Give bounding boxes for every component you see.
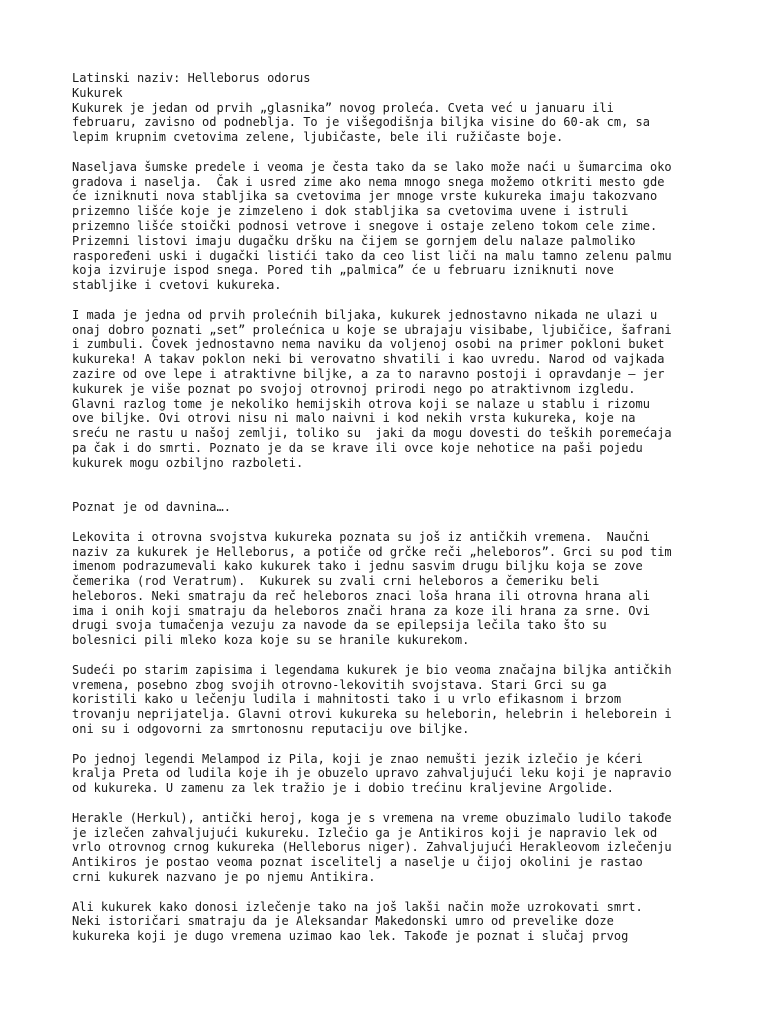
section-heading-text: Poznat je od davnina….	[72, 500, 231, 515]
paragraph-alexander	[72, 900, 712, 944]
paragraph-line: trovanju neprijatelja. Glavni otrovi kukureka su heleborin, helebrin i heleborein i	[72, 707, 672, 722]
document-header	[72, 71, 712, 101]
paragraph-line: Ali kukurek kako donosi izlečenje tako na još lakši način može uzrokovati smrt.	[72, 899, 643, 914]
paragraph-line: prizemno lišće stoički podnosi vetrove i snegove i ostaje zeleno tokom cele zime.	[72, 218, 658, 233]
paragraph-line: kukurek je više poznat po svojoj otrovnoj prirodi nego po atraktivnom izgledu.	[72, 381, 636, 396]
paragraph-line: Po jednoj legendi Melampod iz Pila, koji je znao nemušti jezik izlečio je kćeri	[72, 751, 643, 766]
paragraph-line: prizemno lišće koje je zimzeleno i dok stabljika sa cvetovima uvene i istruli	[72, 204, 629, 219]
paragraph-line: će izniknuti nova stabljika sa cvetovima jer mnoge vrste kukureka imaju takozvano	[72, 189, 658, 204]
paragraph-line: Sudeći po starim zapisima i legendama kukurek je bio veoma značajna biljka antičkih	[72, 662, 672, 677]
paragraph-line: koja izviruje ispod snega. Pored tih „palmica” će u februaru izniknuti nove	[72, 263, 614, 278]
paragraph-line: kralja Preta od ludila koje ih je obuzelo upravo zahvaljujući leku koji je napravio	[72, 766, 672, 781]
paragraph-line: kukureka! A takav poklon neki bi verovatno shvatili i kao uvredu. Narod od vajkada	[72, 352, 665, 367]
paragraph-line: Neki istoričari smatraju da je Aleksandar Makedonski umro od prevelike doze	[72, 914, 614, 929]
paragraph-line: od kukureka. U zamenu za lek tražio je i dobio trećinu kraljevine Argolide.	[72, 781, 614, 796]
paragraph-line: Glavni razlog tome je nekoliko hemijskih otrova koji se nalaze u stablu i rizomu	[72, 396, 650, 411]
paragraph-line: kukureka koji je dugo vremena uzimao kao lek. Takođe je poznat i slučaj prvog	[72, 929, 629, 944]
paragraph-line: Antikiros je postao veoma poznat iscelitelj a naselje u čijoj okolini je rastao	[72, 855, 643, 870]
paragraph-line: sreću ne rastu u našoj zemlji, toliko su jaki da mogu dovesti do teških poremećaja	[72, 426, 672, 441]
paragraph-line: ove biljke. Ovi otrovi nisu ni malo naivni i kod nekih vrsta kukureka, koje na	[72, 411, 636, 426]
section-heading	[72, 500, 712, 515]
paragraph-line: čemerika (rod Veratrum). Kukurek su zvali crni heleboros a čemeriku beli	[72, 574, 600, 589]
paragraph-line: Prizemni listovi imaju dugačku dršku na čijem se gornjem delu nalaze palmoliko	[72, 233, 636, 248]
paragraph-line: vrlo otrovnog crnog kukureka (Helleborus niger). Zahvaljujući Herakleovom izlečenju	[72, 840, 672, 855]
paragraph-line: oni su i odgovorni za smrtonosnu reputaciju ove biljke.	[72, 722, 470, 737]
document-page	[72, 71, 712, 944]
paragraph-line: stabljike i cvetovi kukureka.	[72, 278, 282, 293]
paragraph-melampod-legend	[72, 752, 712, 796]
paragraph-toxicity	[72, 308, 712, 471]
paragraph-line: raspoređeni uski i dugački listići tako da ceo list liči na malu tamno zelenu palmu	[72, 248, 672, 263]
paragraph-line: Herakle (Herkul), antički heroj, koga je s vremena na vreme obuzimalo ludilo takođe	[72, 810, 672, 825]
paragraph-line: onaj dobro poznati „set” prolećnica u koje se ubrajaju visibabe, ljubičice, šafrani	[72, 322, 672, 337]
paragraph-line: i zumbuli. Čovek jednostavno nema naviku da voljenoj osobi na primer pokloni buket	[72, 337, 665, 352]
paragraph-line: Lekovita i otrovna svojstva kukureka poznata su još iz antičkih vremena. Naučni	[72, 529, 650, 544]
paragraph-line: koristili kako u lečenju ludila i mahnitosti tako i u vrlo efikasnom i brzom	[72, 692, 622, 707]
paragraph-line: je izlečen zahvaljujući kukureku. Izlečio ga je Antikiros koji je napravio lek od	[72, 825, 658, 840]
paragraph-herakles	[72, 811, 712, 885]
paragraph-line: Kukurek je jedan od prvih „glasnika” novog proleća. Cveta već u januaru ili	[72, 100, 614, 115]
paragraph-etymology	[72, 530, 712, 648]
paragraph-line: bolesnici pili mleko koza koje su se hranile kukurekom.	[72, 633, 470, 648]
paragraph-line: zazire od ove lepe i atraktivne biljke, a za to naravno postoji i opravdanje – jer	[72, 366, 665, 381]
paragraph-line: I mada je jedna od prvih prolećnih biljaka, kukurek jednostavno nikada ne ulazi u	[72, 307, 658, 322]
paragraph-line: pa čak i do smrti. Poznato je da se krave ili ovce koje nehotice na paši pojedu	[72, 440, 643, 455]
paragraph-line: Naseljava šumske predele i veoma je česta tako da se lako može naći u šumarcima oko	[72, 159, 672, 174]
paragraph-line: heleboros. Neki smatraju da reč heleboros znaci loša hrana ili otrovna hrana ali	[72, 588, 650, 603]
paragraph-line: vremena, posebno zbog svojih otrovno-lekovitih svojstava. Stari Grci su ga	[72, 677, 607, 692]
document-title: Kukurek	[72, 85, 123, 100]
paragraph-line: kukurek mogu ozbiljno razboleti.	[72, 455, 304, 470]
paragraph-line: crni kukurek nazvano je po njemu Antikira.	[72, 870, 376, 885]
paragraph-line: drugi svoja tumačenja vezuju za navode da se epilepsija lečila tako što su	[72, 618, 607, 633]
paragraph-history	[72, 663, 712, 737]
latin-name-line: Latinski naziv: Helleborus odorus	[72, 71, 311, 85]
blank-line	[72, 485, 712, 500]
paragraph-line: lepim krupnim cvetovima zelene, ljubičaste, bele ili ružičaste boje.	[72, 130, 564, 145]
paragraph-line: naziv za kukurek je Helleborus, a potiče od grčke reči „heleboros”. Grci su pod tim	[72, 544, 672, 559]
paragraph-line: februaru, zavisno od podneblja. To je višegodišnja biljka visine do 60-ak cm, sa	[72, 115, 650, 130]
paragraph-line: gradova i naselja. Čak i usred zime ako nema mnogo snega možemo otkriti mesto gde	[72, 174, 665, 189]
paragraph-habitat	[72, 160, 712, 293]
paragraph-line: imenom podrazumevali kako kukurek tako i jednu sasvim drugu biljku koja se zove	[72, 559, 643, 574]
paragraph-intro	[72, 101, 712, 145]
paragraph-line: ima i onih koji smatraju da heleboros znači hrana za koze ili hrana za srne. Ovi	[72, 603, 650, 618]
